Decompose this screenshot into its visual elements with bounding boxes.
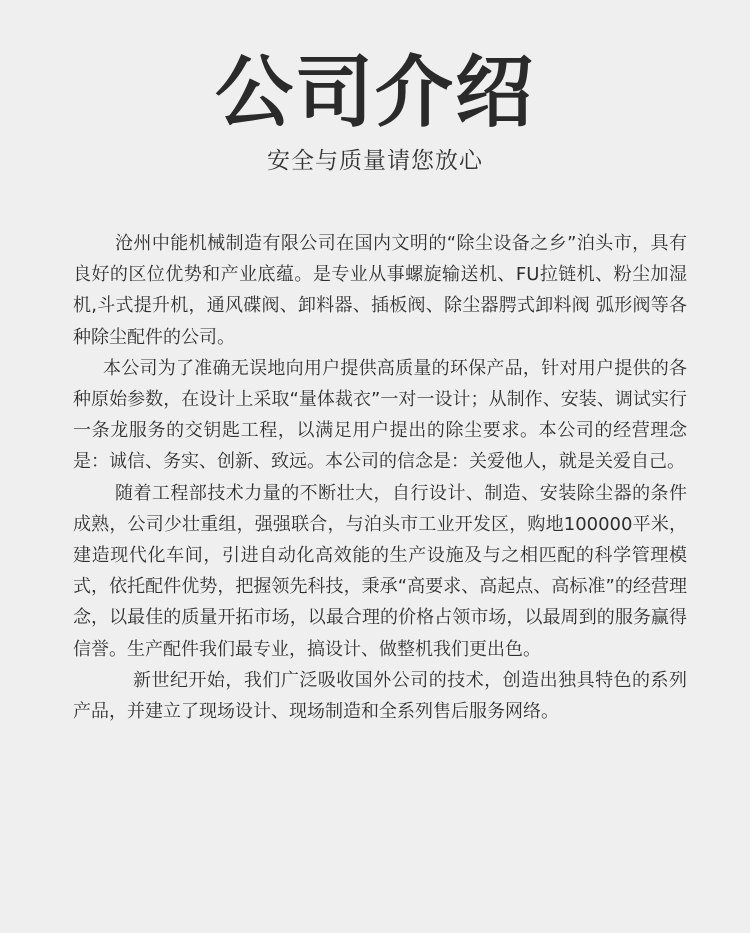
paragraph-service-approach: 本公司为了准确无误地向用户提供高质量的环保产品，针对用户提供的各种原始参数，在设计上采取“量体裁衣”一对一设计；从制作、安装、调试实行一条龙服务的交钥匙工程，以满足用户提出的除尘要求。本公司的经营理念是：诚信、务实、创新、致远。本公司的信念是：关爱他人，就是关爱自己。 <box>73 357 687 473</box>
paragraph-company-location: 沧州中能机械制造有限公司在国内文明的“除尘设备之乡”泊头市，具有良好的区位优势和产业底蕴。是专业从事螺旋输送机、FU拉链机、粉尘加湿机,斗式提升机，通风碟阀、卸料器、插板阀、除尘器腭式卸料阀 弧形阀等各种除尘配件的公司。 <box>73 233 687 348</box>
page-title: 公司介绍 <box>214 48 535 138</box>
page-subtitle: 安全与质量请您放心 <box>267 148 483 174</box>
company-introduction <box>73 228 687 727</box>
paragraph-new-century: 新世纪开始，我们广泛吸收国外公司的技术，创造出独具特色的系列产品，并建立了现场设计、现场制造和全系列售后服务网络。 <box>73 669 687 723</box>
paragraph-development: 随着工程部技术力量的不断壮大，自行设计、制造、安装除尘器的条件成熟，公司少壮重组，强强联合，与泊头市工业开发区，购地100000平米，建造现代化车间，引进自动化高效能的生产设施及与之相匹配的科学管理模式，依托配件优势，把握领先科技，秉承“高要求、高起点、高标准”的经营理念，以最佳的质量开拓市场，以最合理的价格占领市场，以最周到的服务赢得信誉。生产配件我们最专业，搞设计、做整机我们更出色。 <box>73 482 687 660</box>
